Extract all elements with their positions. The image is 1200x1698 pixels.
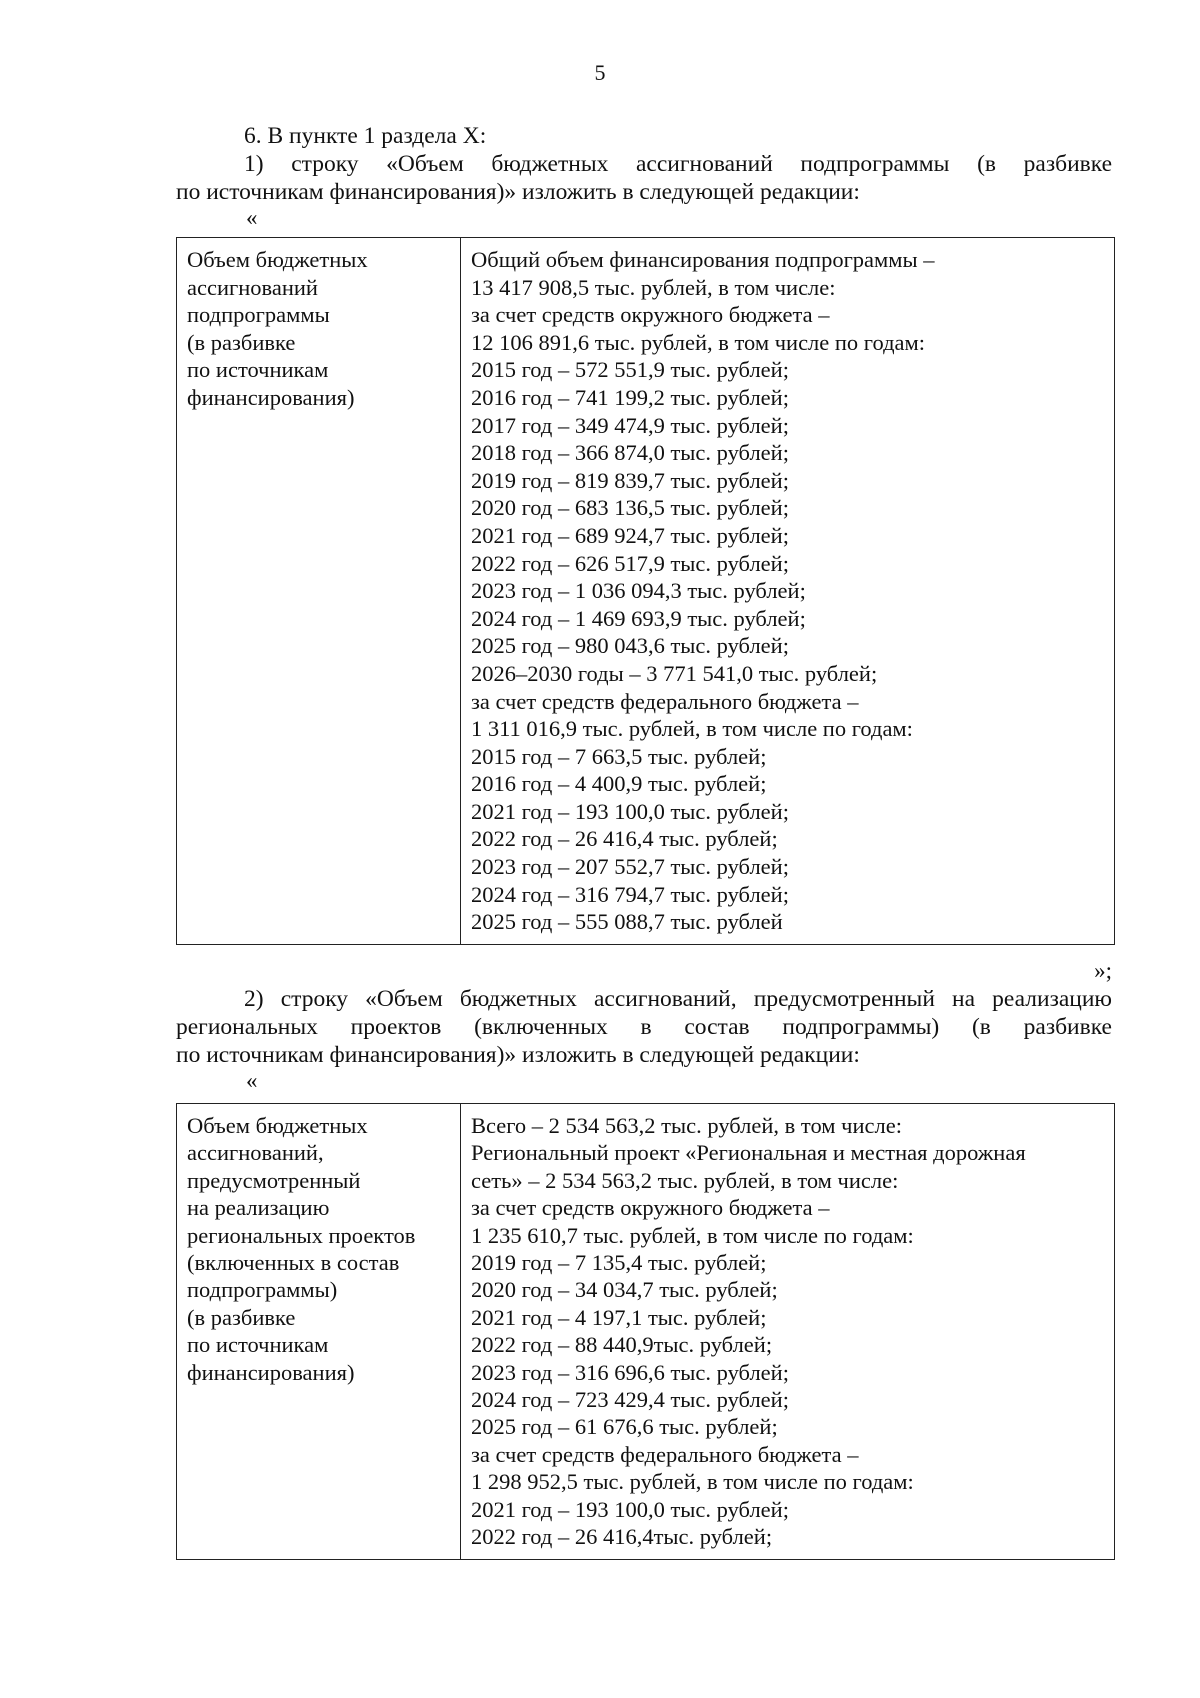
table2-right-line: Региональный проект «Региональная и местная дорожная — [471, 1140, 1026, 1166]
table1-right-line: 2025 год – 980 043,6 тыс. рублей; — [471, 633, 789, 659]
item1-paragraph — [176, 150, 1112, 206]
table2-right-line: за счет средств окружного бюджета – — [471, 1195, 830, 1221]
table1-right-line: 2024 год – 1 469 693,9 тыс. рублей; — [471, 605, 806, 631]
table2-right-line: 1 298 952,5 тыс. рублей, в том числе по годам: — [471, 1469, 914, 1495]
table1-right-line: 2026–2030 годы – 3 771 541,0 тыс. рублей; — [471, 660, 878, 686]
table2-left-line: финансирования) — [187, 1359, 355, 1385]
table2-right-line: Всего – 2 534 563,2 тыс. рублей, в том числе: — [471, 1113, 902, 1138]
table1-right-line: 2022 год – 626 517,9 тыс. рублей; — [471, 550, 789, 576]
table2-left-line: подпрограммы) — [187, 1277, 338, 1303]
table1-right-line: 2024 год – 316 794,7 тыс. рублей; — [471, 881, 789, 907]
table2-right-line: 2020 год – 34 034,7 тыс. рублей; — [471, 1277, 778, 1303]
table2-left-line: (включенных в состав — [187, 1250, 400, 1276]
table2-left-line: на реализацию — [187, 1195, 330, 1221]
table1-right-line: 2015 год – 7 663,5 тыс. рублей; — [471, 743, 767, 769]
table1-right-line: 2016 год – 741 199,2 тыс. рублей; — [471, 384, 789, 410]
table2-right-line: 2019 год – 7 135,4 тыс. рублей; — [471, 1250, 767, 1276]
item1-line-1: 1) строку «Объем бюджетных ассигнований подпрограммы (в разбивке — [244, 151, 1112, 177]
table2-left-line: по источникам — [187, 1332, 329, 1358]
table2-right-line: 2022 год – 88 440,9тыс. рублей; — [471, 1332, 773, 1358]
table2-right-cell — [461, 1104, 1115, 1560]
page-number: 5 — [594, 60, 606, 85]
table1-right-line: 2021 год – 689 924,7 тыс. рублей; — [471, 522, 789, 548]
budget-table-2 — [176, 1103, 1115, 1560]
table-row — [177, 238, 1115, 945]
table1-right-line: 1 311 016,9 тыс. рублей, в том числе по годам: — [471, 716, 913, 742]
table1-left-line: Объем бюджетных — [187, 247, 368, 272]
table1-left-line: ассигнований — [187, 274, 318, 300]
table2-left-line: (в разбивке — [187, 1304, 296, 1330]
table1-right-line: 2025 год – 555 088,7 тыс. рублей — [471, 909, 783, 935]
table2-left-cell — [177, 1104, 461, 1560]
item2-paragraph — [176, 985, 1112, 1069]
item2-line-3: по источникам финансирования)» изложить в следующей редакции: — [176, 1042, 860, 1068]
table2-right-line: 1 235 610,7 тыс. рублей, в том числе по годам: — [471, 1222, 914, 1248]
table1-right-line: 2020 год – 683 136,5 тыс. рублей; — [471, 495, 789, 521]
table1-right-line: 2023 год – 1 036 094,3 тыс. рублей; — [471, 578, 806, 604]
table1-left-line: по источникам — [187, 357, 329, 383]
table1-right-line: за счет средств окружного бюджета – — [471, 302, 830, 328]
table2-left-line: Объем бюджетных — [187, 1113, 368, 1138]
table2-right-line: сеть» – 2 534 563,2 тыс. рублей, в том числе: — [471, 1167, 899, 1193]
table2-left-line: ассигнований, — [187, 1140, 324, 1166]
table1-left-line: подпрограммы — [187, 302, 330, 328]
item2-line-1: 2) строку «Объем бюджетных ассигнований, предусмотренный на реализацию — [244, 986, 1112, 1012]
item2-line-2: региональных проектов (включенных в состав подпрограммы) (в разбивке — [176, 1014, 1112, 1040]
budget-table-1 — [176, 237, 1115, 945]
table1-right-line: Общий объем финансирования подпрограммы – — [471, 247, 935, 272]
table1-left-line: финансирования) — [187, 384, 355, 410]
table1-right-line: 2018 год – 366 874,0 тыс. рублей; — [471, 440, 789, 466]
table2-right-line: 2025 год – 61 676,6 тыс. рублей; — [471, 1414, 778, 1440]
table1-left-cell — [177, 238, 461, 945]
table2-left-line: предусмотренный — [187, 1167, 361, 1193]
table1-right-line: 2015 год – 572 551,9 тыс. рублей; — [471, 357, 789, 383]
table1-right-line: за счет средств федерального бюджета – — [471, 688, 859, 714]
table1-right-line: 13 417 908,5 тыс. рублей, в том числе: — [471, 274, 836, 300]
open-quote-2: « — [246, 1068, 258, 1093]
table2-left-line: региональных проектов — [187, 1222, 416, 1248]
table1-right-line: 2016 год – 4 400,9 тыс. рублей; — [471, 771, 767, 797]
table1-right-line: 2017 год – 349 474,9 тыс. рублей; — [471, 412, 789, 438]
table2-right-line: 2022 год – 26 416,4тыс. рублей; — [471, 1524, 773, 1550]
table1-right-cell — [461, 238, 1115, 945]
table1-right-line: 12 106 891,6 тыс. рублей, в том числе по годам: — [471, 329, 925, 355]
open-quote-1: « — [246, 205, 258, 230]
table-row — [177, 1104, 1115, 1560]
table2-right-line: 2023 год – 316 696,6 тыс. рублей; — [471, 1359, 789, 1385]
table2-right-line: 2021 год – 4 197,1 тыс. рублей; — [471, 1304, 767, 1330]
section-heading: 6. В пункте 1 раздела X: — [244, 123, 487, 149]
table2-right-line: 2021 год – 193 100,0 тыс. рублей; — [471, 1496, 789, 1522]
close-quote-1: »; — [1094, 958, 1112, 983]
table1-right-line: 2022 год – 26 416,4 тыс. рублей; — [471, 826, 778, 852]
table1-right-line: 2021 год – 193 100,0 тыс. рублей; — [471, 798, 789, 824]
table2-right-line: 2024 год – 723 429,4 тыс. рублей; — [471, 1387, 789, 1413]
table1-left-line: (в разбивке — [187, 329, 296, 355]
item1-line-2: по источникам финансирования)» изложить в следующей редакции: — [176, 179, 860, 205]
table1-right-line: 2019 год – 819 839,7 тыс. рублей; — [471, 467, 789, 493]
table2-right-line: за счет средств федерального бюджета – — [471, 1441, 859, 1467]
table1-right-line: 2023 год – 207 552,7 тыс. рублей; — [471, 854, 789, 880]
